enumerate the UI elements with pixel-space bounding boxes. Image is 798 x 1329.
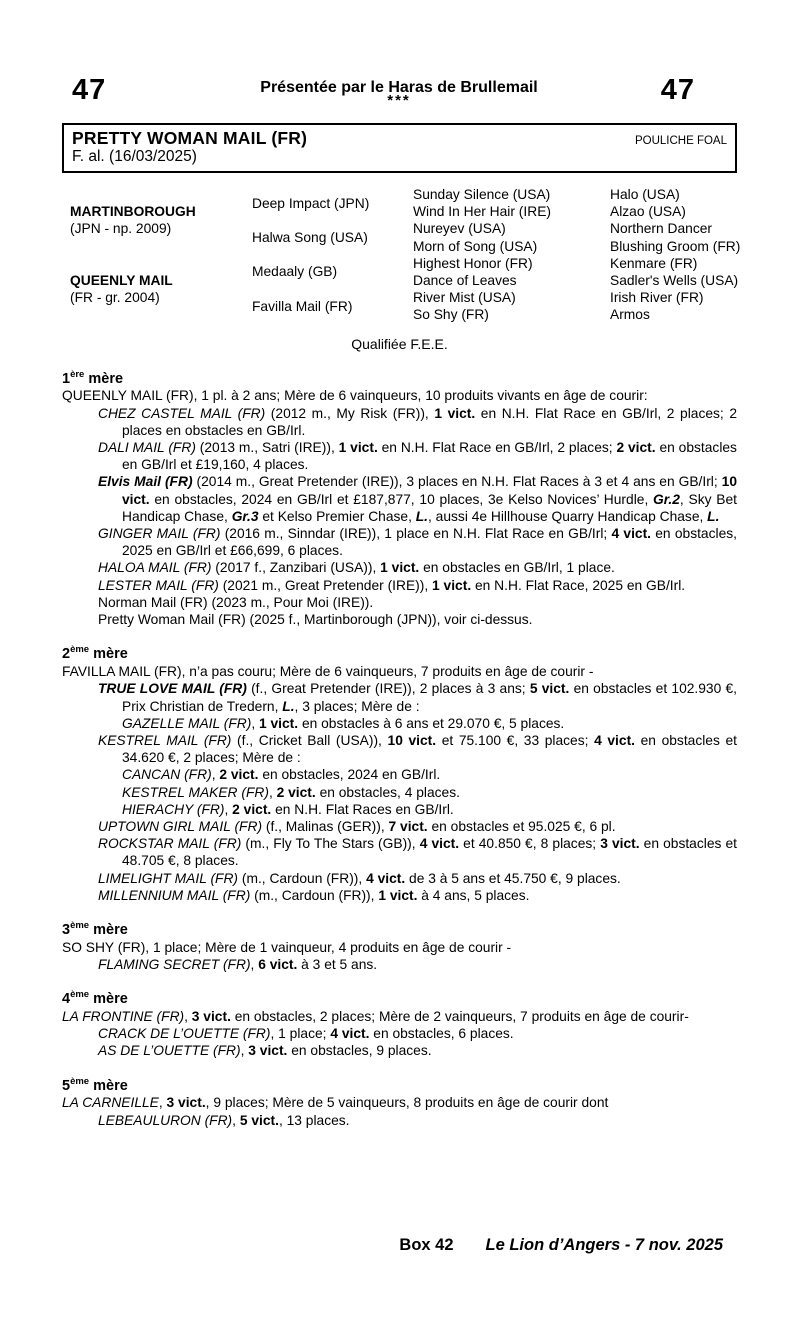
category-label: POULICHE FOAL <box>634 135 727 147</box>
section-mere-5 <box>62 1073 737 1129</box>
ancestor-name: Irish River (FR) <box>610 290 704 306</box>
title-row <box>72 128 727 148</box>
page-header <box>0 0 798 108</box>
horse-text-segment: LEBEAULURON (FR) <box>98 1112 233 1128</box>
text-segment: en obstacles, 2024 en GB/Irl. <box>258 767 441 783</box>
text-segment: et 40.850 €, 8 places; <box>459 836 601 852</box>
horse-text-segment: KESTREL MAKER (FR) <box>122 784 269 800</box>
text-segment: FAVILLA MAIL (FR), n’a pas couru; Mère de 6 vainqueurs, 7 produits en âge de courir - <box>62 664 594 680</box>
pedigree-table <box>62 186 741 324</box>
text-segment: , <box>240 1043 249 1059</box>
horse-text-segment: ROCKSTAR MAIL (FR) <box>98 836 242 852</box>
sale-info: Le Lion d’Angers - 7 nov. 2025 <box>485 1236 723 1254</box>
horse-text-segment: HALOA MAIL (FR) <box>98 560 212 576</box>
text-segment: (f., Great Pretender (IRE)), 2 places à 3 ans; <box>246 681 530 697</box>
catalog-paragraph <box>62 956 737 973</box>
horse-text-segment: 5 vict. <box>529 681 570 697</box>
catalog-paragraph <box>62 870 737 887</box>
text-segment: en obstacles, 4 places. <box>315 784 460 800</box>
text-segment: (m., Fly To The Stars (GB)), <box>241 836 420 852</box>
horse-text-segment: 7 vict. <box>388 818 428 834</box>
horse-text-segment: HIERACHY (FR) <box>122 801 225 817</box>
catalog-paragraph <box>62 663 737 680</box>
ancestor-detail: (JPN - np. 2009) <box>70 221 172 237</box>
horse-text-segment: 2 vict. <box>232 801 272 817</box>
text-segment: en N.H. Flat Race, 2025 en GB/Irl. <box>471 577 686 593</box>
text-segment: (2012 m., My Risk (FR)), <box>265 405 435 421</box>
ancestor-name: River Mist (USA) <box>413 290 516 306</box>
text-segment: , <box>251 715 259 731</box>
ancestor-name: Medaaly (GB) <box>252 264 338 280</box>
horse-text-segment: LA FRONTINE (FR) <box>62 1009 185 1025</box>
ancestor-name: Wind In Her Hair (IRE) <box>413 204 551 220</box>
text-segment: et 75.100 €, 33 places; <box>436 732 595 748</box>
ancestor-name: Highest Honor (FR) <box>413 255 533 271</box>
horse-text-segment: 2 vict. <box>616 440 656 456</box>
ancestor-name: Halwa Song (USA) <box>252 230 368 245</box>
catalog-paragraph <box>62 525 737 559</box>
horse-text-segment: CRACK DE L’OUETTE (FR) <box>98 1026 271 1042</box>
horse-text-segment: FLAMING SECRET (FR) <box>98 957 251 972</box>
text-segment: à 3 et 5 ans. <box>297 957 378 972</box>
section-mere-2 <box>62 641 737 904</box>
text-segment: QUEENLY MAIL (FR), 1 pl. à 2 ans; Mère de 6 vainqueurs, 10 produits vivants en âge de courir: <box>62 388 648 404</box>
catalog-paragraph <box>62 801 737 818</box>
ancestor-name: Armos <box>610 307 650 323</box>
text-segment: (2021 m., Great Pretender (IRE)), <box>218 577 433 593</box>
ancestor-name: Deep Impact (JPN) <box>252 195 370 211</box>
section-heading: 4ème mère <box>62 989 128 1008</box>
catalog-paragraph <box>62 835 737 869</box>
catalog-number-right: 47 <box>660 74 695 106</box>
horse-text-segment: UPTOWN GIRL MAIL (FR) <box>98 818 263 834</box>
catalog-paragraph <box>62 439 737 473</box>
horse-text-segment: L. <box>707 508 720 524</box>
text-segment: (2016 m., Sinndar (IRE)), 1 place en N.H. Flat Race en GB/Irl; <box>220 526 612 542</box>
ancestor-name: Halo (USA) <box>610 187 680 202</box>
birth-line: F. al. (16/03/2025) <box>72 148 197 165</box>
catalog-paragraph <box>62 387 737 404</box>
text-segment: , Sky Bet Handicap Chase, <box>122 491 737 524</box>
text-segment: Pretty Woman Mail (FR) (2025 f., Martinborough (JPN)), voir ci-dessus. <box>98 612 533 628</box>
text-segment: , 1 place; <box>270 1026 331 1042</box>
text-segment: en obstacles, 2024 en GB/Irl et £187,877, 10 places, 3e Kelso Novices’ Hurdle, <box>149 491 654 507</box>
horse-text-segment: Elvis Mail (FR) <box>98 474 193 490</box>
text-segment: , <box>232 1112 240 1128</box>
catalog-paragraph <box>62 715 737 732</box>
section-mere-4 <box>62 986 737 1059</box>
text-segment: en obstacles et 102.930 €, Prix Christian de Tredern, <box>122 681 738 714</box>
text-segment: en N.H. Flat Races en GB/Irl. <box>271 801 454 817</box>
page-footer <box>399 1236 723 1255</box>
horse-text-segment: 10 vict. <box>387 732 437 748</box>
ancestor-name: Sunday Silence (USA) <box>413 187 551 202</box>
horse-text-segment: 1 vict. <box>434 405 476 421</box>
text-segment: , <box>158 1095 167 1111</box>
text-segment: en N.H. Flat Race en GB/Irl, 2 places; <box>377 440 617 456</box>
text-segment: (f., Malinas (GER)), <box>262 818 389 834</box>
horse-text-segment: Gr.3 <box>231 508 259 524</box>
horse-text-segment: LIMELIGHT MAIL (FR) <box>98 870 239 886</box>
text-segment: (2017 f., Zanzibari (USA)), <box>211 560 381 576</box>
horse-text-segment: AS DE L’OUETTE (FR) <box>98 1043 241 1059</box>
catalog-paragraph <box>62 680 737 714</box>
ancestor-name: QUEENLY MAIL <box>70 273 173 289</box>
section-heading: 5ème mère <box>62 1075 128 1094</box>
text-segment: en obstacles, 9 places. <box>287 1043 432 1059</box>
qualification-line: Qualifiée F.E.E. <box>351 335 448 352</box>
catalog-paragraph <box>62 577 737 594</box>
catalog-paragraph <box>62 732 737 766</box>
text-segment: en obstacles et 34.620 €, 2 places; Mère de : <box>122 732 737 766</box>
text-segment: , 13 places. <box>278 1112 350 1128</box>
sections-container <box>62 366 737 1129</box>
horse-text-segment: 1 vict. <box>380 560 420 576</box>
ancestor-name: Northern Dancer <box>610 221 712 237</box>
text-segment: , aussi 4e Hillhouse Quarry Handicap Chase, <box>428 508 708 524</box>
catalog-paragraph <box>62 1008 737 1025</box>
horse-text-segment: 3 vict. <box>600 836 640 852</box>
catalog-paragraph <box>62 473 737 525</box>
ancestor-name: Sadler's Wells (USA) <box>610 273 739 289</box>
stars-separator: *** <box>387 92 411 109</box>
title-box <box>62 123 737 173</box>
horse-text-segment: GINGER MAIL (FR) <box>98 526 221 542</box>
section-mere-3 <box>62 917 737 973</box>
ancestor-name: Favilla Mail (FR) <box>252 298 353 314</box>
section-heading: 3ème mère <box>62 919 128 938</box>
catalog-paragraph <box>62 939 737 956</box>
text-segment: (2013 m., Satri (IRE)), <box>195 440 339 456</box>
section-mere-1 <box>62 366 737 629</box>
text-segment: de 3 à 5 ans et 45.750 €, 9 places. <box>405 870 621 886</box>
text-segment: en obstacles, 6 places. <box>369 1026 514 1042</box>
horse-text-segment: 4 vict. <box>330 1026 370 1042</box>
catalog-paragraph <box>62 1025 737 1042</box>
horse-text-segment: 10 vict. <box>122 474 737 507</box>
horse-text-segment: 4 vict. <box>611 526 652 542</box>
catalog-number-left: 47 <box>72 74 107 106</box>
text-segment: (f., Cricket Ball (USA)), <box>231 732 388 748</box>
text-segment: (m., Cardoun (FR)), <box>238 870 367 886</box>
horse-text-segment: 4 vict. <box>366 870 406 886</box>
text-segment: à 4 ans, 5 places. <box>417 887 530 903</box>
text-segment: , <box>211 767 220 783</box>
horse-text-segment: TRUE LOVE MAIL (FR) <box>98 681 247 697</box>
text-segment: en obstacles et 95.025 €, 6 pl. <box>427 818 616 834</box>
horse-text-segment: 2 vict. <box>276 784 316 800</box>
horse-text-segment: 6 vict. <box>258 957 298 972</box>
text-segment: en obstacles, 2 places; Mère de 2 vainqueurs, 7 produits en âge de courir- <box>230 1009 689 1025</box>
text-segment: en obstacles en GB/Irl, 1 place. <box>419 560 615 576</box>
ancestor-name: Blushing Groom (FR) <box>610 238 741 254</box>
horse-text-segment: 4 vict. <box>594 732 635 748</box>
catalog-paragraph <box>62 1112 737 1129</box>
section-heading: 2ème mère <box>62 644 128 663</box>
text-segment: en obstacles et 48.705 €, 8 places. <box>122 836 737 869</box>
horse-name: PRETTY WOMAN MAIL (FR) <box>72 128 308 148</box>
horse-text-segment: CANCAN (FR) <box>122 767 212 783</box>
text-segment: , <box>250 957 259 972</box>
box-number: Box 42 <box>399 1236 454 1254</box>
pedigree-dam <box>62 255 252 324</box>
horse-text-segment: 3 vict. <box>166 1095 206 1111</box>
catalog-paragraph <box>62 594 737 611</box>
text-segment: et Kelso Premier Chase, <box>258 508 416 524</box>
ancestor-detail: (FR - gr. 2004) <box>70 290 160 306</box>
catalog-paragraph <box>62 611 737 628</box>
horse-text-segment: 4 vict. <box>419 836 460 852</box>
horse-text-segment: L. <box>415 508 429 524</box>
horse-text-segment: L. <box>282 698 295 714</box>
horse-text-segment: 1 vict. <box>432 577 472 593</box>
horse-text-segment: 1 vict. <box>378 887 418 903</box>
text-segment: (2014 m., Great Pretender (IRE)), 3 places en N.H. Flat Races à 3 et 4 ans en GB/Irl; <box>192 474 722 490</box>
text-segment: en obstacles à 6 ans et 29.070 €, 5 places. <box>298 715 565 731</box>
text-segment: SO SHY (FR), 1 place; Mère de 1 vainqueur, 4 produits en âge de courir - <box>62 939 512 955</box>
ancestor-name: Kenmare (FR) <box>610 255 698 271</box>
horse-text-segment: LA CARNEILLE <box>62 1095 159 1111</box>
horse-text-segment: 1 vict. <box>338 440 378 456</box>
presenter-line: Présentée par le Haras de Brullemail <box>260 79 538 96</box>
catalog-paragraph <box>62 818 737 835</box>
ancestor-name: MARTINBOROUGH <box>70 204 196 220</box>
text-segment: en N.H. Flat Race en GB/Irl, 2 places; 2 places en obstacles en GB/Irl. <box>122 405 737 438</box>
text-segment: en obstacles, 2025 en GB/Irl et £66,699, 6 places. <box>122 526 737 559</box>
horse-text-segment: 5 vict. <box>239 1112 279 1128</box>
text-segment: Norman Mail (FR) (2023 m., Pour Moi (IRE)). <box>98 594 374 610</box>
catalog-paragraph <box>62 784 737 801</box>
ancestor-name: Alzao (USA) <box>610 204 686 220</box>
horse-text-segment: GAZELLE MAIL (FR) <box>122 715 252 731</box>
horse-text-segment: 3 vict. <box>248 1043 288 1059</box>
ancestor-name: Dance of Leaves <box>413 273 517 289</box>
catalog-paragraph <box>62 1042 737 1059</box>
ancestor-name: Nureyev (USA) <box>413 221 506 237</box>
horse-text-segment: 3 vict. <box>191 1009 231 1025</box>
catalog-paragraph <box>62 559 737 576</box>
ancestor-name: So Shy (FR) <box>413 307 489 323</box>
catalog-paragraph <box>62 887 737 904</box>
horse-text-segment: LESTER MAIL (FR) <box>98 577 219 593</box>
catalog-paragraph <box>62 405 737 439</box>
catalog-paragraph <box>62 766 737 783</box>
horse-text-segment: 1 vict. <box>258 715 299 731</box>
horse-text-segment: CHEZ CASTEL MAIL (FR) <box>98 405 266 421</box>
text-segment: , <box>268 784 277 800</box>
text-segment: , 9 places; Mère de 5 vainqueurs, 8 produits en âge de courir dont <box>205 1095 609 1111</box>
text-segment: , <box>184 1009 192 1025</box>
section-heading: 1ère mère <box>62 368 124 387</box>
horse-text-segment: MILLENNIUM MAIL (FR) <box>98 887 251 903</box>
text-segment: en obstacles en GB/Irl et £19,160, 4 places. <box>122 440 737 473</box>
horse-text-segment: KESTREL MAIL (FR) <box>98 732 232 748</box>
horse-text-segment: 2 vict. <box>219 767 259 783</box>
catalog-paragraph <box>62 1094 737 1111</box>
text-segment: , 3 places; Mère de : <box>294 698 420 714</box>
horse-text-segment: Gr.2 <box>653 491 680 507</box>
horse-text-segment: DALI MAIL (FR) <box>98 440 196 456</box>
ancestor-name: Morn of Song (USA) <box>413 238 538 254</box>
pedigree-sire <box>62 186 252 255</box>
text-segment: , <box>224 801 233 817</box>
text-segment: (m., Cardoun (FR)), <box>250 887 379 903</box>
